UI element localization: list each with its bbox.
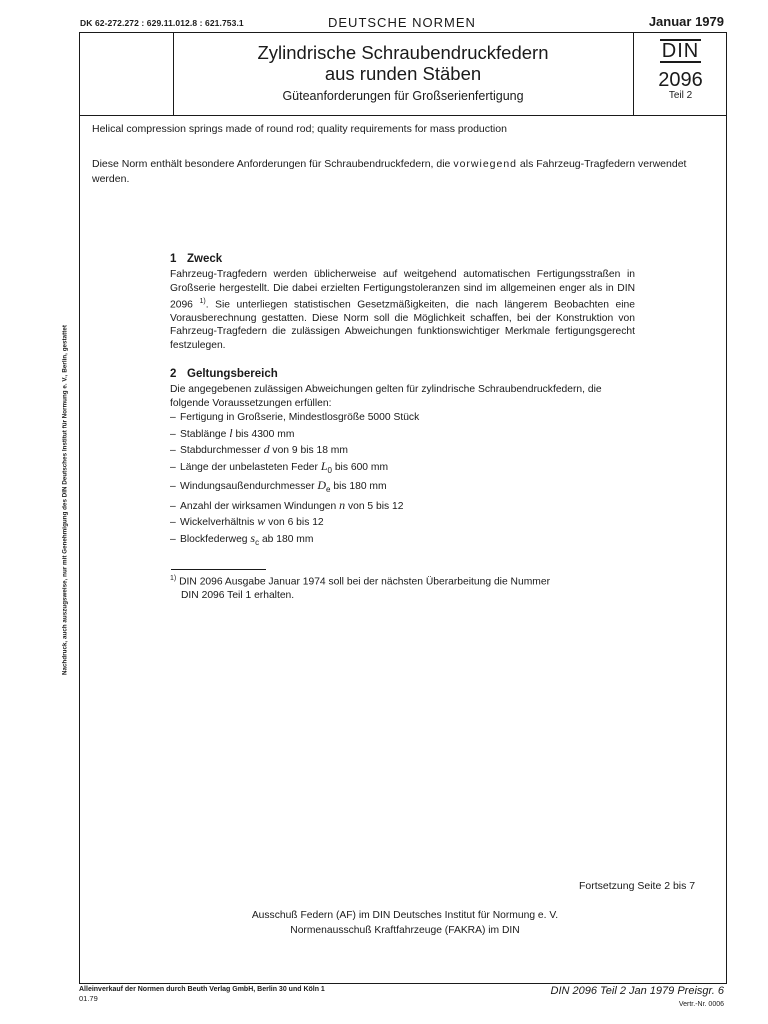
item-symbol: w	[257, 514, 266, 529]
list-item	[170, 459, 635, 479]
item-subscript: c	[255, 537, 260, 547]
item-text: Länge der unbelasteten Feder	[180, 461, 321, 473]
item-text: Windungsaußendurchmesser	[180, 481, 318, 493]
footnote-rule	[171, 569, 266, 570]
dk-number: DK 62-272.272 : 629.11.012.8 : 621.753.1	[80, 18, 244, 28]
committee-info	[130, 908, 680, 938]
footnote-reference: 1)	[199, 298, 206, 305]
document-title-line2: aus runden Stäben	[324, 63, 482, 84]
item-text: Stablänge	[180, 428, 230, 440]
list-dash: –	[170, 517, 176, 529]
item-text: Stabdurchmesser	[180, 445, 264, 456]
list-dash: –	[170, 500, 176, 512]
item-symbol: s	[250, 530, 256, 545]
list-item	[170, 442, 635, 459]
list-item	[170, 478, 635, 498]
item-text: Blockfederweg	[180, 533, 251, 545]
item-text: Fertigung in Großserie, Mindestlosgröße 5000 Stück	[180, 412, 420, 423]
list-dash: –	[170, 428, 176, 440]
section-number: 1	[170, 253, 177, 265]
footer-vertr-number: Vertr.-Nr. 0006	[678, 1001, 724, 1008]
item-symbol: D	[317, 478, 327, 493]
item-text: von 6 bis 12	[265, 517, 324, 529]
item-text: bis 180 mm	[330, 481, 387, 493]
paragraph-text-2: . Sie unterliegen statistischen Gesetzmäßigkeiten, die nach längerem Beobachten eine Vorausberechnung gestatten. Diese Norm soll die Möglichkeit schaffen, bei der Konstruktion von Fahrzeug-Tragfedern die zulässigen Abweichungen funktionswichtiger Merkmale fertigungsgerecht festzulegen.	[170, 299, 635, 351]
list-item	[170, 498, 635, 515]
list-dash: –	[170, 461, 176, 473]
section-geltungsbereich	[170, 367, 635, 550]
footnote-line2: DIN 2096 Teil 1 erhalten.	[181, 589, 295, 601]
intro-text-1: Diese Norm enthält besondere Anforderungen für Schraubendruckfedern, die	[92, 158, 454, 170]
item-text: Wickelverhältnis	[180, 517, 258, 529]
intro-text-2: als Fahrzeug-Tragfedern verwendet werden.	[92, 158, 687, 185]
footnote	[170, 572, 635, 602]
document-subtitle: Güteanforderungen für Großserienfertigung	[282, 89, 524, 103]
top-line	[80, 14, 726, 32]
item-subscript: e	[326, 485, 331, 495]
header-box	[79, 32, 727, 116]
item-symbol: n	[339, 497, 346, 512]
part-label: Teil 2	[668, 90, 693, 101]
section-heading	[170, 252, 635, 266]
list-dash: –	[170, 412, 176, 423]
item-subscript: 0	[327, 465, 332, 475]
english-title: Helical compression springs made of round rod; quality requirements for mass production	[92, 123, 507, 135]
item-symbol: l	[229, 425, 233, 440]
item-text: bis 600 mm	[331, 461, 389, 473]
footer-publisher	[79, 985, 325, 1003]
section-heading	[170, 367, 635, 381]
list-dash: –	[170, 481, 176, 493]
publisher-text: Alleinverkauf der Normen durch Beuth Verlag GmbH, Berlin 30 und Köln 1	[79, 986, 325, 993]
section-number: 2	[170, 368, 177, 380]
header-left-cell	[80, 33, 174, 115]
committee-line1: Ausschuß Federn (AF) im DIN Deutsches Institut für Normung e. V.	[251, 910, 559, 921]
item-text: von 5 bis 12	[345, 500, 404, 512]
committee-line2: Normenausschuß Kraftfahrzeuge (FAKRA) im DIN	[290, 925, 520, 936]
footnote-line1	[170, 572, 635, 589]
list-dash: –	[170, 533, 176, 545]
requirements-list	[170, 410, 635, 550]
footer-reference: DIN 2096 Teil 2 Jan 1979 Preisgr. 6	[550, 985, 724, 997]
intro-paragraph	[92, 157, 717, 187]
item-text: bis 4300 mm	[232, 428, 295, 440]
footnote-marker: 1)	[170, 575, 177, 582]
standards-label: DEUTSCHE NORMEN	[328, 15, 476, 30]
item-text: ab 180 mm	[259, 533, 314, 545]
section-zweck	[170, 252, 635, 352]
din-number: 2096	[658, 69, 703, 91]
continuation-note: Fortsetzung Seite 2 bis 7	[579, 880, 696, 892]
section-title: Zweck	[187, 253, 223, 265]
item-symbol: L	[320, 458, 328, 473]
document-title-line1: Zylindrische Schraubendruckfedern	[257, 42, 549, 63]
item-symbol: d	[263, 442, 270, 456]
header-title-cell	[173, 33, 633, 115]
section-title: Geltungsbereich	[187, 368, 278, 380]
issue-date: Januar 1979	[648, 14, 724, 29]
edition-code: 01.79	[79, 994, 98, 1003]
item-text: Anzahl der wirksamen Windungen	[180, 500, 340, 512]
intro-emphasis: vorwiegend	[453, 158, 518, 170]
list-item	[170, 531, 635, 551]
list-item	[170, 410, 635, 426]
reprint-notice: Nachdruck, auch auszugsweise, nur mit Genehmigung des DIN Deutsches Institut für Normung e. V., Berlin, gestattet	[61, 325, 69, 675]
list-item	[170, 514, 635, 531]
list-item	[170, 426, 635, 443]
paragraph-text-1: Fahrzeug-Tragfedern werden üblicherweise auf weitgehend automatischen Fertigungsstraßen in Großserie hergestellt. Die dabei erzielten Fertigungstoleranzen sind im allgemeinen enger als in DIN 2096	[170, 269, 635, 311]
section-paragraph: Die angegebenen zulässigen Abweichungen gelten für zylindrische Schraubendruckfedern, die folgende Voraussetzungen erfüllen:	[170, 384, 602, 409]
header-din-cell	[633, 33, 727, 115]
item-text: von 9 bis 18 mm	[269, 445, 348, 456]
section-paragraph	[170, 268, 635, 352]
footnote-text: DIN 2096 Ausgabe Januar 1974 soll bei der nächsten Überarbeitung die Nummer	[179, 576, 551, 588]
din-logo: DIN	[661, 40, 700, 62]
list-dash: –	[170, 445, 176, 456]
